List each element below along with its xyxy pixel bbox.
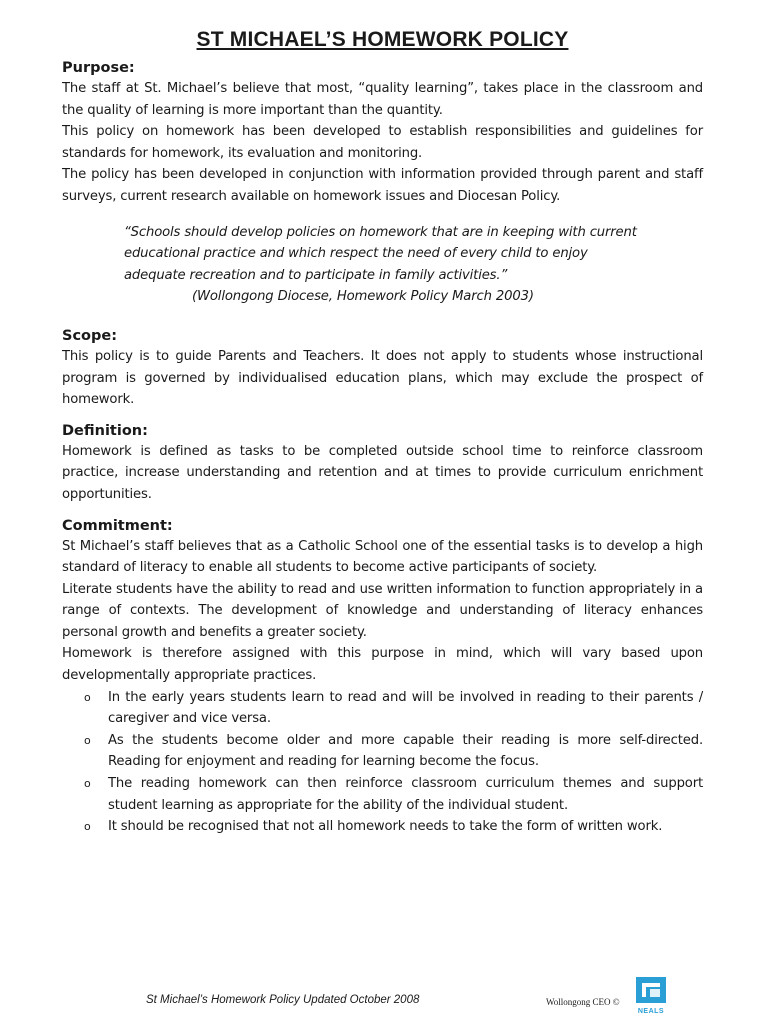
- definition-heading: Definition:: [62, 422, 148, 439]
- list-item: [62, 730, 703, 773]
- logo-mark-icon: [628, 975, 674, 1007]
- purpose-paragraph-1: The staff at St. Michael’s believe that most, “quality learning”, takes place in the classroom and the quality of learning is more important than the quantity.: [62, 81, 703, 118]
- bullet-text: It should be recognised that not all homework needs to take the form of written work.: [108, 819, 663, 835]
- page-title: ST MICHAEL’S HOMEWORK POLICY: [196, 28, 569, 51]
- commitment-bullet-list: [62, 687, 703, 838]
- commitment-paragraph-3: Homework is therefore assigned with this purpose in mind, which will vary based upon developmentally appropriate practices.: [62, 646, 703, 684]
- list-item: [62, 816, 703, 838]
- policy-quote: [124, 222, 644, 308]
- definition-paragraph: Homework is defined as tasks to be completed outside school time to reinforce classroom practice, increase understanding and retention and at times to provide curriculum enrichment opportunities.: [62, 443, 703, 502]
- bullet-marker: o: [84, 690, 91, 704]
- quote-text: “Schools should develop policies on homework that are in keeping with current educational practice and which respect the need of every child to enjoy adequate recreation and to participate in family activities.”: [124, 224, 637, 283]
- list-item: [62, 773, 703, 816]
- commitment-paragraph-2: Literate students have the ability to read and use written information to function appropriately in a range of contexts. The development of knowledge and understanding of literacy enhances personal growth and benefits a greater society.: [62, 581, 703, 640]
- commitment-paragraph-1: St Michael’s staff believes that as a Catholic School one of the essential tasks is to develop a high standard of literacy to enable all students to become active participants of society.: [62, 538, 703, 576]
- bullet-text: In the early years students learn to read and will be involved in reading to their parents / caregiver and vice versa.: [108, 689, 703, 727]
- bullet-marker: o: [84, 820, 91, 834]
- bullet-marker: o: [84, 777, 91, 791]
- list-item: [62, 687, 703, 730]
- footer-organization: Wollongong CEO ©: [546, 997, 620, 1007]
- purpose-paragraph-3: The policy has been developed in conjunction with information provided through parent and staff surveys, current research available on homework issues and Diocesan Policy.: [62, 167, 703, 204]
- neals-logo: [628, 975, 674, 1015]
- purpose-heading: Purpose:: [62, 60, 135, 76]
- document-page: [62, 28, 703, 838]
- bullet-marker: o: [84, 733, 91, 747]
- bullet-text: As the students become older and more capable their reading is more self-directed. Reading for enjoyment and reading for learning become the focus.: [108, 732, 703, 770]
- bullet-text: The reading homework can then reinforce classroom curriculum themes and support student learning as appropriate for the ability of the individual student.: [108, 776, 703, 813]
- scope-paragraph: This policy is to guide Parents and Teachers. It does not apply to students whose instructional program is governed by individualised education plans, which may exclude the prospect of homework.: [62, 348, 703, 408]
- commitment-heading: Commitment:: [62, 517, 173, 534]
- quote-citation: (Wollongong Diocese, Homework Policy March 2003): [192, 289, 534, 305]
- purpose-paragraph-2: This policy on homework has been developed to establish responsibilities and guidelines for standards for homework, its evaluation and monitoring.: [62, 124, 703, 161]
- footer-text: St Michael’s Homework Policy Updated October 2008: [146, 994, 420, 1006]
- scope-heading: Scope:: [62, 327, 118, 344]
- logo-word: NEALS: [637, 1008, 665, 1015]
